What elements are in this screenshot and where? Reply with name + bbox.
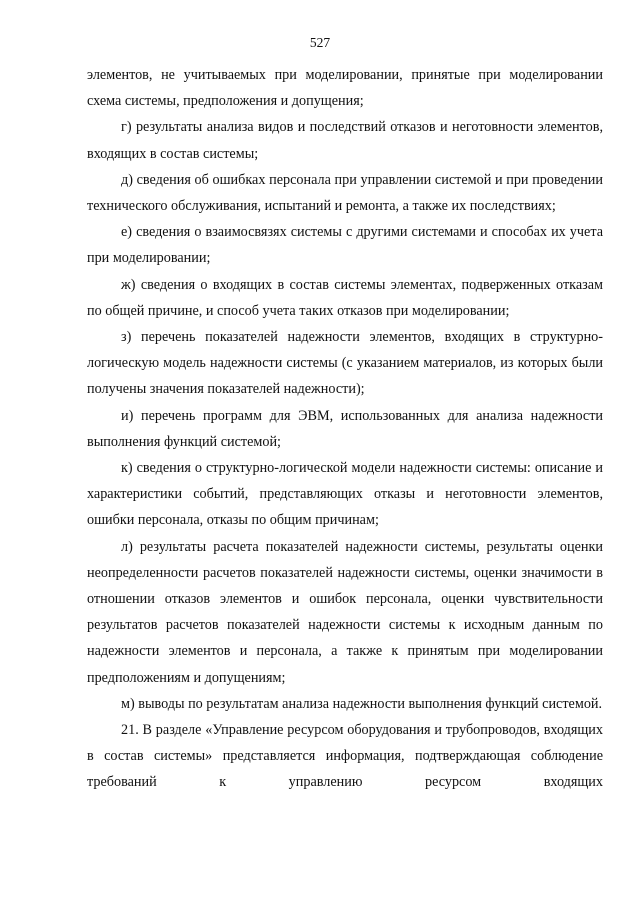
paragraph-item-zh: ж) сведения о входящих в состав системы элементах, подверженных отказам по общей причине, и способ учета таких отказов при моделировании;: [87, 276, 603, 319]
paragraph-item-e: е) сведения о взаимосвязях системы с другими системами и способах их учета при моделировании;: [87, 224, 603, 267]
paragraph-item-g: г) результаты анализа видов и последствий отказов и неготовности элементов, входящих в состав системы;: [87, 119, 603, 162]
body-text: [87, 62, 603, 796]
paragraph-item-m: м) выводы по результатам анализа надежности выполнения функций системой.: [121, 695, 603, 712]
paragraph-section-21: 21. В разделе «Управление ресурсом оборудования и трубопроводов, входящих в состав системы» представляется информация, подтверждающая соблюдение требований к управлению ресурсом входящих: [87, 722, 603, 791]
paragraph-item-z: з) перечень показателей надежности элементов, входящих в структурно-логическую модель надежности системы (с указанием материалов, из которых были получены значения показателей надежности);: [87, 329, 603, 398]
page-number: 527: [309, 35, 331, 50]
paragraph-item-l: л) результаты расчета показателей надежности системы, результаты оценки неопределенности расчетов показателей надежности системы, оценки значимости в отношении отказов элементов и ошибок персонала, оценки чувствительности результатов расчетов показателей надежности системы к исходным данным по надежности элементов и персонала, а также к принятым при моделировании предположениям и допущениям;: [87, 538, 603, 686]
paragraph-item-i: и) перечень программ для ЭВМ, использованных для анализа надежности выполнения функций системой;: [87, 407, 603, 450]
paragraph-continuation: элементов, не учитываемых при моделировании, принятые при моделировании схема системы, предположения и допущения;: [87, 67, 603, 110]
paragraph-item-k: к) сведения о структурно-логической модели надежности системы: описание и характеристики событий, представляющих отказы и неготовности элементов, ошибки персонала, отказы по общим причинам;: [87, 460, 603, 529]
paragraph-item-d: д) сведения об ошибках персонала при управлении системой и при проведении технического обслуживания, испытаний и ремонта, а также их последствиях;: [87, 171, 603, 215]
